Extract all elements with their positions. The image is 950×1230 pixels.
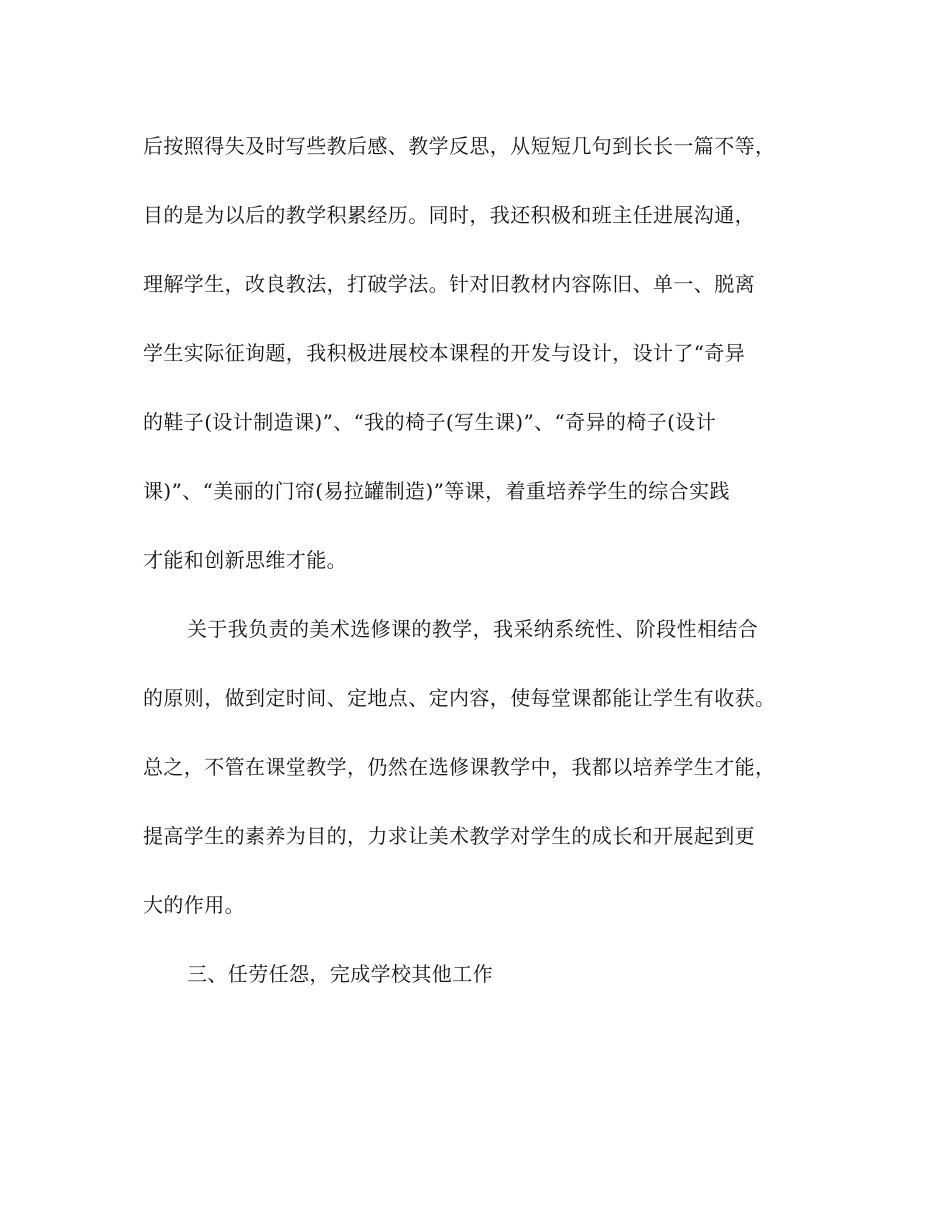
text-line: 学生实际征询题，我积极进展校本课程的开发与设计，设计了“奇异 [143,341,746,365]
text-line: 的鞋子(设计制造课)”、“我的椅子(写生课)”、“奇异的椅子(设计 [143,410,717,434]
text-line: 提高学生的素养为目的，力求让美术教学对学生的成长和开展起到更 [143,824,755,848]
text-line: 目的是为以后的教学积累经历。同时，我还积极和班主任进展沟通， [143,203,755,227]
text-line: 后按照得失及时写些教后感、教学反思，从短短几句到长长一篇不等， [143,134,776,158]
text-line: 才能和创新思维才能。 [143,548,347,572]
paragraph-start-line: 关于我负责的美术选修课的教学，我采纳系统性、阶段性相结合 [187,617,759,641]
section-heading: 三、任劳任怨，完成学校其他工作 [187,962,493,986]
text-line: 理解学生，改良教法，打破学法。针对旧教材内容陈旧、单一、脱离 [143,272,755,296]
text-line: 的原则，做到定时间、定地点、定内容，使每堂课都能让学生有收获。 [143,686,776,710]
text-line: 大的作用。 [143,893,245,917]
text-line: 课)”、“美丽的门帘(易拉罐制造)”等课，着重培养学生的综合实践 [143,479,730,503]
text-line: 总之，不管在课堂教学，仍然在选修课教学中，我都以培养学生才能， [143,755,776,779]
